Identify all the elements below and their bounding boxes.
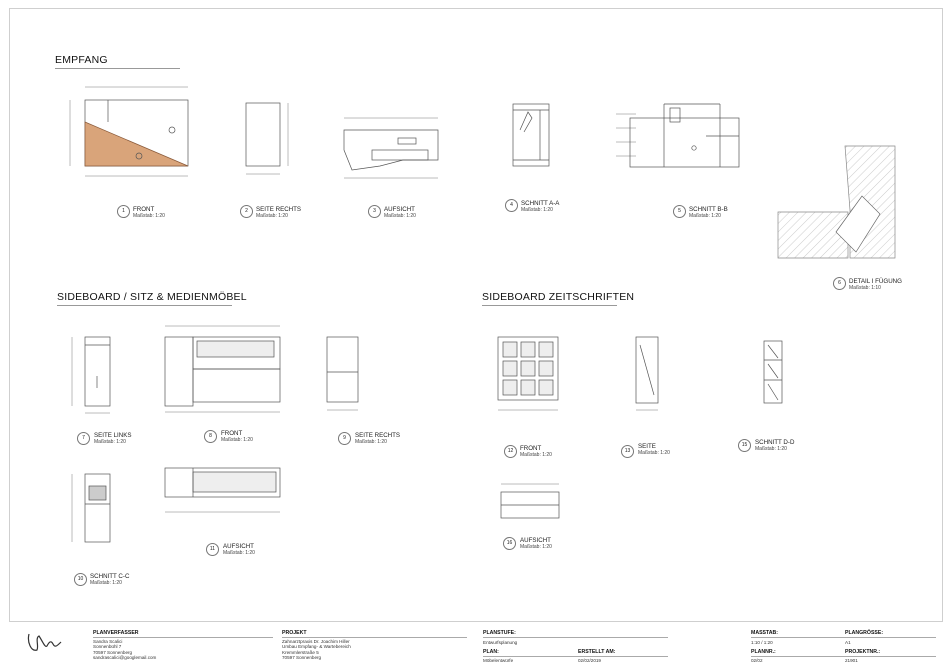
plangroesse-label: PLANGRÖSSE: xyxy=(845,630,884,636)
view-number-badge: 1 xyxy=(117,205,130,218)
divider xyxy=(93,637,273,638)
view-number-badge: 7 xyxy=(77,432,90,445)
front-view-8 xyxy=(165,337,193,406)
projekt-info: Zahnarztpraxis Dr. Joachim Hiller Umbau Empfang- & Wartebereich Kremmlerstraße 5 70597 Sonnenberg xyxy=(282,639,351,661)
view-number-badge: 9 xyxy=(338,432,351,445)
projektnr-label: PROJEKTNR.: xyxy=(845,649,881,655)
view-number-badge: 12 xyxy=(504,445,517,458)
view-number-badge: 8 xyxy=(204,430,217,443)
view-number-badge: 11 xyxy=(206,543,219,556)
section-b-b xyxy=(630,118,739,167)
view-number-badge: 2 xyxy=(240,205,253,218)
planstufe-label: PLANSTUFE: xyxy=(483,630,516,636)
planverfasser-info: Sandra Scalici Sonnenbühl 7 70597 Sonnenberg sandrascalici@googlemail.com xyxy=(93,639,157,661)
plannr-value: 02/02 xyxy=(751,658,763,663)
title-block xyxy=(0,622,950,671)
view-number-badge: 4 xyxy=(505,199,518,212)
section-title-empfang: EMPFANG xyxy=(55,54,108,66)
planstufe-value: Entwurfsplanung xyxy=(483,640,518,645)
view-label: AUFSICHT Maßstab: 1:20 xyxy=(384,206,416,219)
view-label: SCHNITT A-A Maßstab: 1:20 xyxy=(521,200,560,213)
view-number-badge: 16 xyxy=(503,537,516,550)
view-label: SEITE RECHTS Maßstab: 1:20 xyxy=(355,432,401,445)
divider xyxy=(483,637,668,638)
plannr-label: PLANNR.: xyxy=(751,649,776,655)
view-label: SCHNITT D-D Maßstab: 1:20 xyxy=(755,439,795,452)
side-left-7 xyxy=(85,337,110,406)
projekt-label: PROJEKT xyxy=(282,630,307,636)
view-label: SEITE RECHTS Maßstab: 1:20 xyxy=(256,206,302,219)
section-a-a xyxy=(513,104,549,166)
side-right-9 xyxy=(327,337,358,402)
planverfasser-label: PLANVERFASSER xyxy=(93,630,139,636)
view-number-badge: 5 xyxy=(673,205,686,218)
view-label: AUFSICHT Maßstab: 1:20 xyxy=(520,537,552,550)
view-label: FRONT Maßstab: 1:20 xyxy=(133,206,165,219)
signature-mark xyxy=(25,628,65,658)
view-number-badge: 3 xyxy=(368,205,381,218)
view-label: SEITE Maßstab: 1:20 xyxy=(638,443,670,456)
plan-value: Möbelentwürfe xyxy=(483,658,514,663)
view-label: FRONT Maßstab: 1:20 xyxy=(221,430,253,443)
view-label: DETAIL I FÜGUNG Maßstab: 1:10 xyxy=(849,278,902,291)
section-c-c xyxy=(85,474,110,542)
view-label: SEITE LINKS Maßstab: 1:20 xyxy=(94,432,132,445)
massstab-value: 1:10 / 1:20 xyxy=(751,640,773,645)
divider xyxy=(282,637,467,638)
view-label: AUFSICHT Maßstab: 1:20 xyxy=(223,543,255,556)
section-d-d xyxy=(764,341,782,403)
projektnr-value: 21901 xyxy=(845,658,858,663)
divider xyxy=(751,656,936,657)
plangroesse-value: A1 xyxy=(845,640,851,645)
view-label: SCHNITT C-C Maßstab: 1:20 xyxy=(90,573,130,586)
view-number-badge: 10 xyxy=(74,573,87,586)
view-label: SCHNITT B-B Maßstab: 1:20 xyxy=(689,206,728,219)
divider xyxy=(483,656,668,657)
massstab-label: MASSTAB: xyxy=(751,630,778,636)
view-number-badge: 13 xyxy=(621,445,634,458)
view-number-badge: 6 xyxy=(833,277,846,290)
side-view-2 xyxy=(246,103,280,166)
view-label: FRONT Maßstab: 1:20 xyxy=(520,445,552,458)
plan-label: PLAN: xyxy=(483,649,499,655)
section-title-sideboard-sitz: SIDEBOARD / SITZ & MEDIENMÖBEL xyxy=(57,291,247,303)
erstellt-value: 02/02/2019 xyxy=(578,658,601,663)
wood-panel xyxy=(85,122,188,166)
detail-joint-6 xyxy=(778,146,895,258)
section-title-sideboard-zeitschriften: SIDEBOARD ZEITSCHRIFTEN xyxy=(482,291,635,303)
view-number-badge: 15 xyxy=(738,439,751,452)
erstellt-label: ERSTELLT AM: xyxy=(578,649,616,655)
divider xyxy=(751,637,936,638)
